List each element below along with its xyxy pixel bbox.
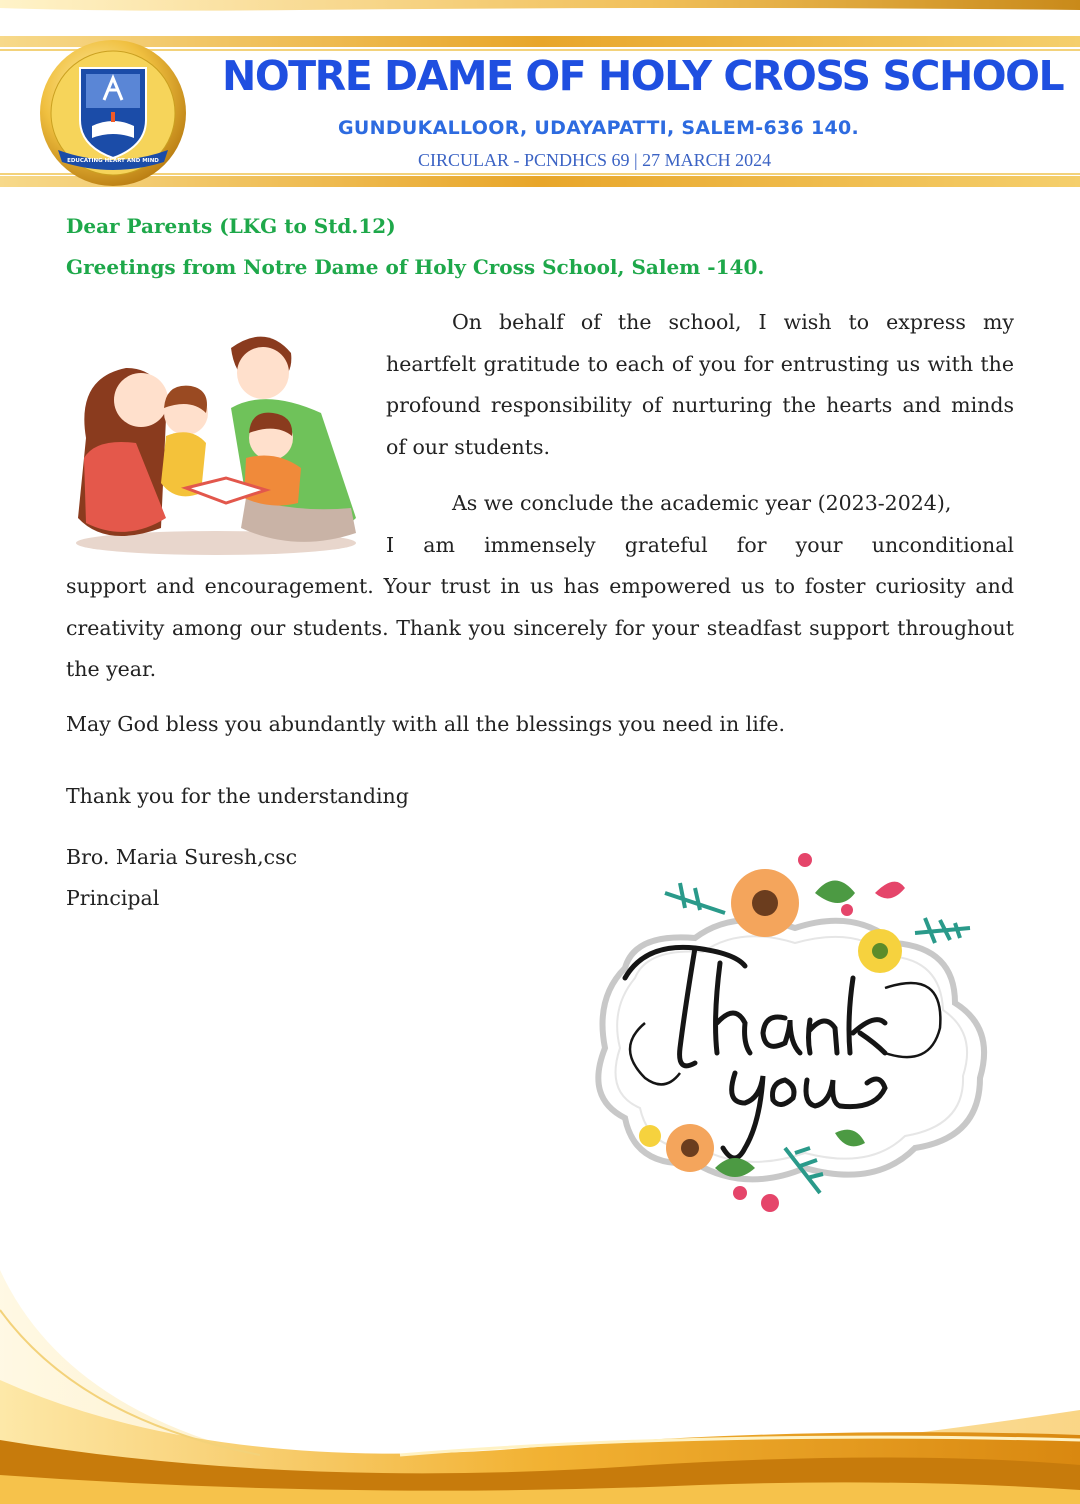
footer-gold-waves bbox=[0, 1250, 1080, 1504]
school-name: NOTRE DAME OF HOLY CROSS SCHOOL bbox=[222, 52, 1064, 100]
school-address: GUNDUKALLOOR, UDAYAPATTI, SALEM-636 140. bbox=[338, 117, 860, 139]
paragraph-academic-year-first-line: As we conclude the academic year (2023-2024), bbox=[452, 491, 952, 515]
logo-motto: EDUCATING HEART AND MIND bbox=[67, 158, 159, 164]
blessing-line: May God bless you abundantly with all the blessings you need in life. bbox=[66, 712, 786, 736]
greeting-line: Greetings from Notre Dame of Holy Cross School, Salem -140. bbox=[66, 255, 765, 279]
paragraph-gratitude: On behalf of the school, I wish to express my heartfelt gratitude to each of you for entrusting us with the profound responsibility of nurturing the hearts and minds of our students. bbox=[386, 310, 1014, 459]
thank-you-card-illustration bbox=[585, 848, 995, 1233]
paragraph-academic-year-rest: support and encouragement. Your trust in us has empowered us to foster curiosity and creativity among our students. Thank you sincerely for your steadfast support throughout the year. bbox=[66, 574, 1014, 681]
closing-line: Thank you for the understanding bbox=[66, 784, 409, 808]
signatory-designation: Principal bbox=[66, 886, 160, 910]
paragraph-academic-year bbox=[66, 483, 1014, 691]
paragraph-academic-year-second-line: I am immensely grateful for your unconditional bbox=[386, 532, 1014, 557]
school-logo bbox=[38, 38, 188, 188]
salutation: Dear Parents (LKG to Std.12) bbox=[66, 214, 396, 238]
circular-reference: CIRCULAR - PCNDHCS 69 | 27 MARCH 2024 bbox=[418, 150, 772, 170]
signatory-name: Bro. Maria Suresh,csc bbox=[66, 845, 298, 869]
